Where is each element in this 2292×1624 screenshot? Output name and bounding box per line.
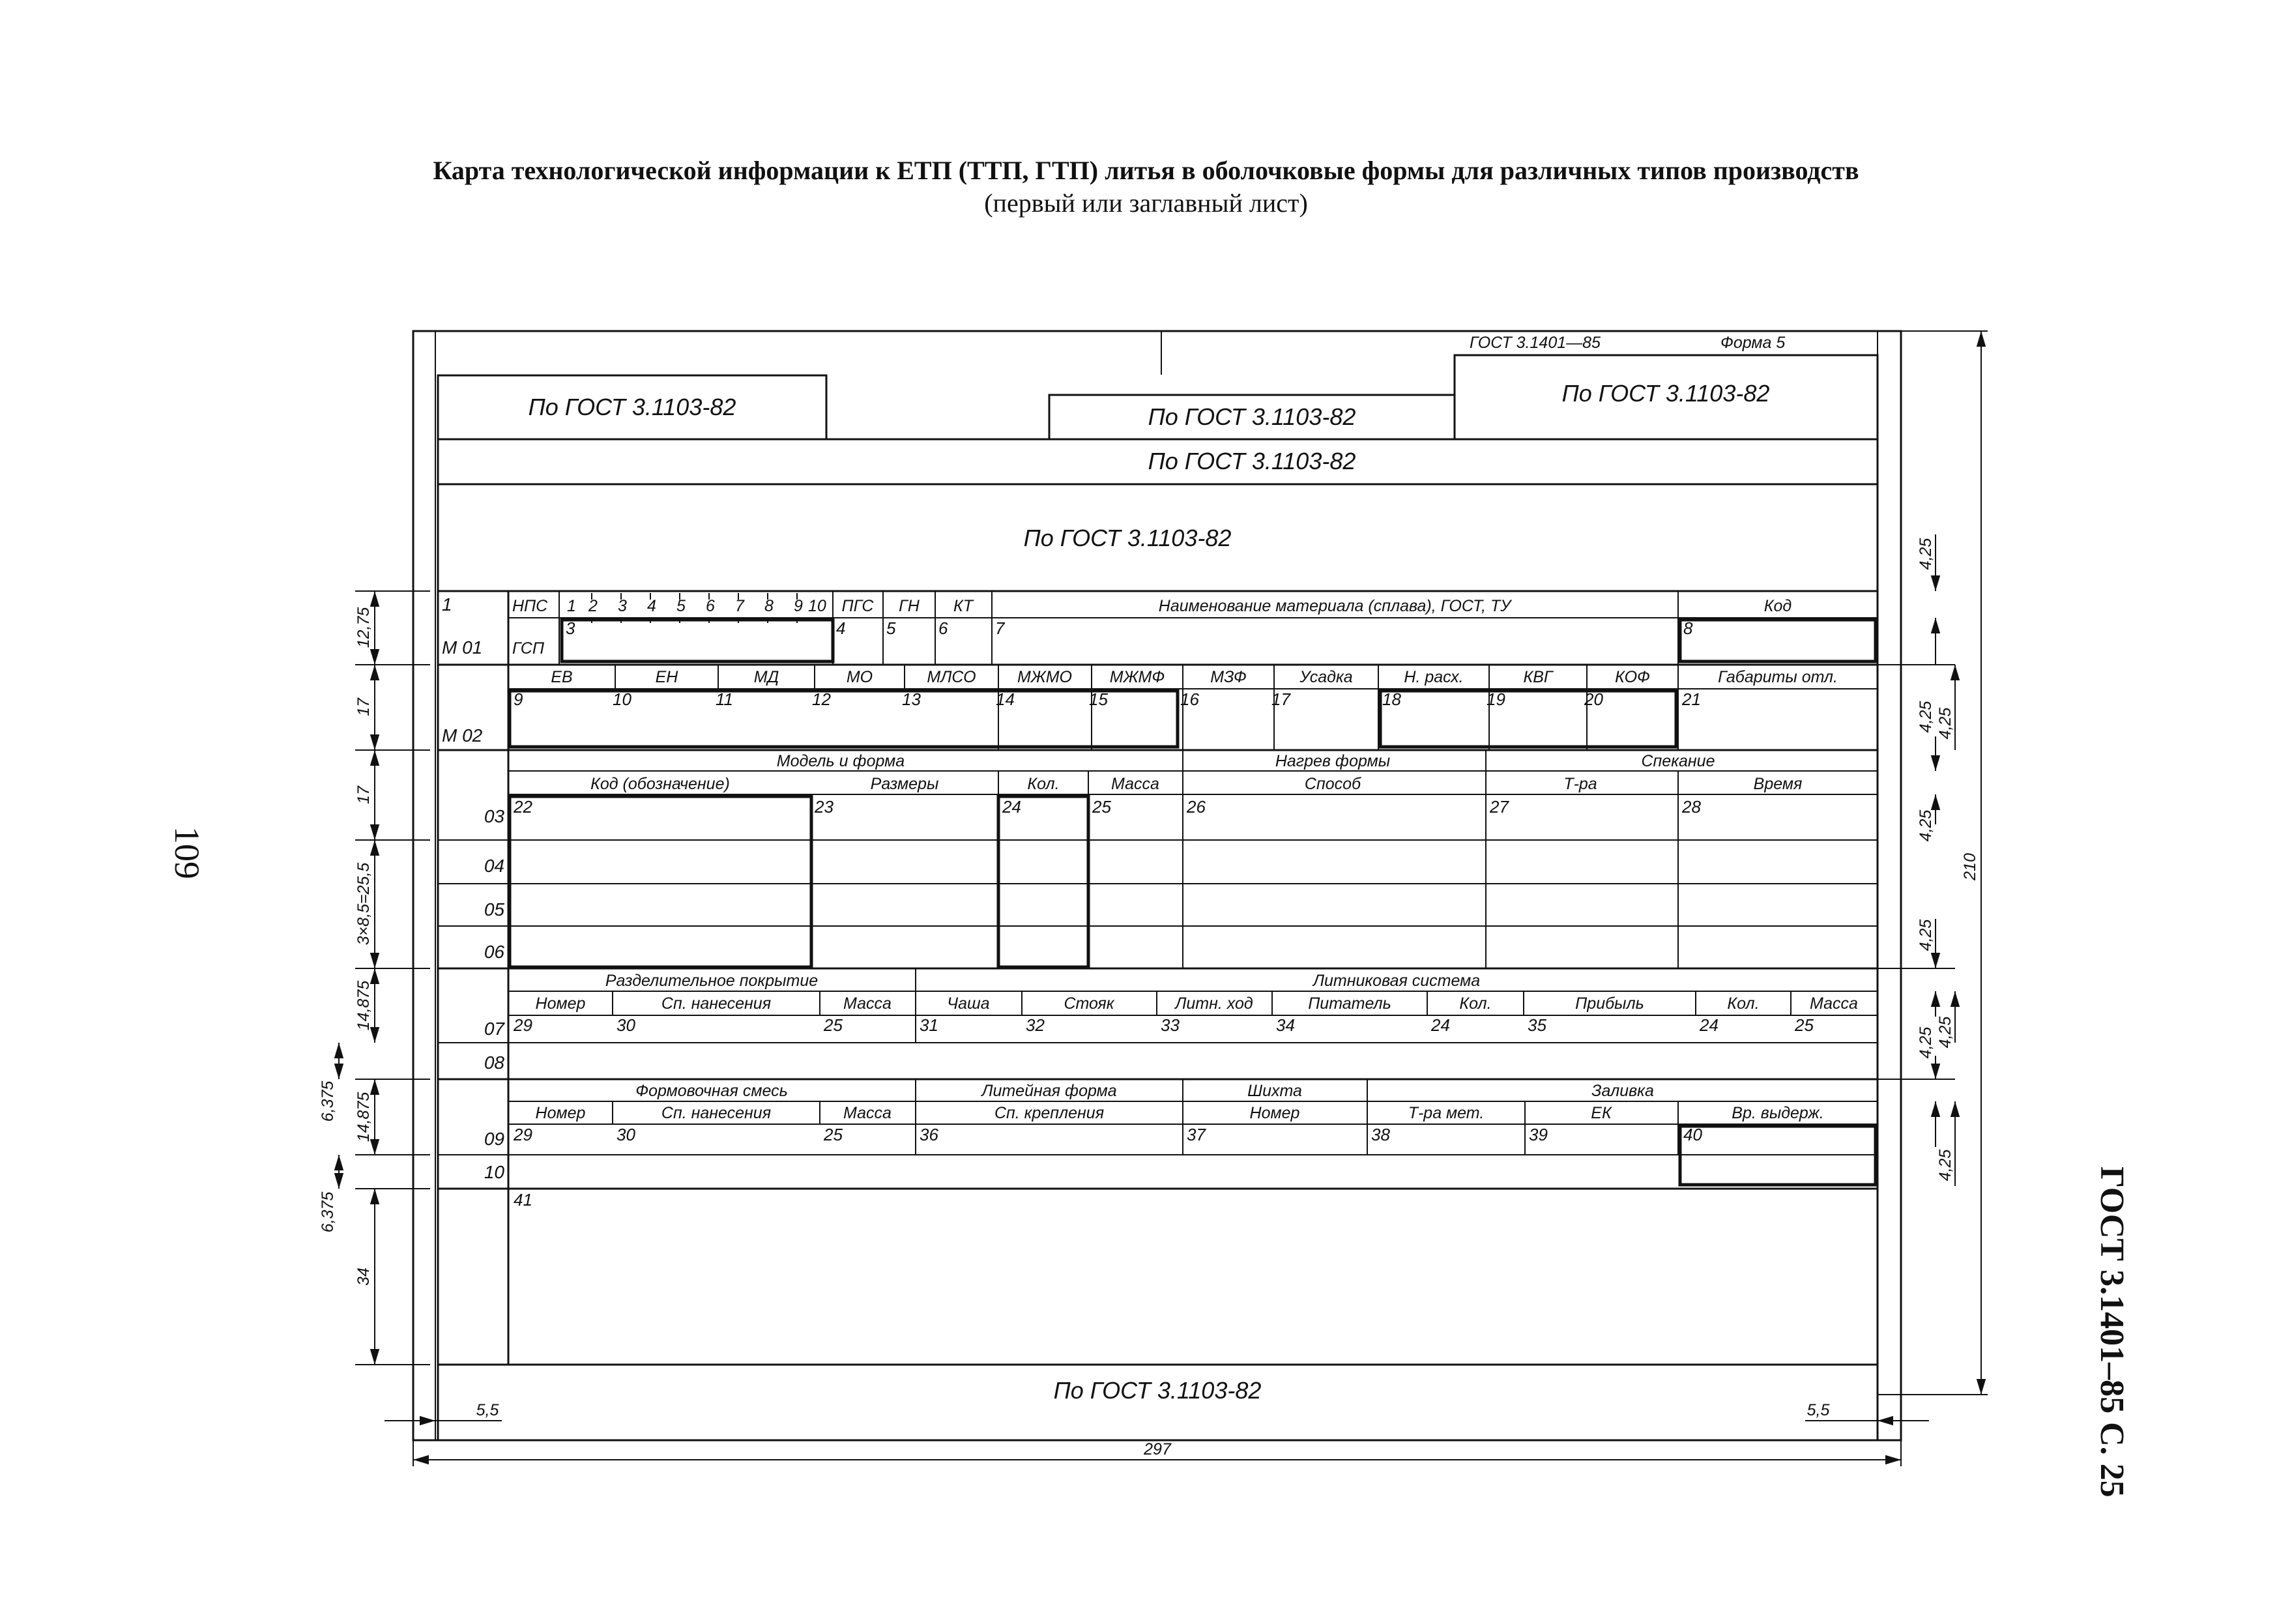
- block4-num-24: 24: [1431, 1015, 1450, 1035]
- m02-consumption: Н. расх.: [1404, 668, 1464, 686]
- block3-temp-header: Т-ра: [1563, 775, 1597, 793]
- block5-fixing-header: Сп. крепления: [994, 1104, 1105, 1122]
- m02-md: МД: [753, 668, 779, 686]
- m02-dimensions: Габариты отл.: [1718, 668, 1838, 686]
- m01-num-5: 5: [886, 618, 896, 638]
- standard-label: ГОСТ 3.1401—85: [1470, 334, 1601, 352]
- document-subtitle: (первый или заглавный лист): [984, 188, 1308, 218]
- m01-gsp: ГСП: [512, 639, 544, 658]
- m01-code-header: Код: [1763, 597, 1792, 615]
- block4-num-31: 31: [920, 1015, 938, 1035]
- row-label-1: 1: [442, 594, 452, 615]
- dim-6-375-a: 6,375: [319, 1080, 337, 1122]
- m01-digit-9: 9: [794, 597, 803, 615]
- block4-cup-header: Чаша: [947, 994, 990, 1013]
- m02-mo: МО: [846, 668, 873, 686]
- row-label-05: 05: [484, 899, 504, 920]
- block4-num-29: 29: [514, 1015, 532, 1035]
- m01-digit-1: 1: [567, 597, 576, 615]
- block5-mass-header: Масса: [843, 1104, 892, 1122]
- block5-num-39: 39: [1529, 1125, 1548, 1144]
- dim-5-5-right: 5,5: [1806, 1401, 1830, 1419]
- m01-num-6: 6: [938, 618, 948, 638]
- m01-num-4: 4: [836, 618, 846, 638]
- block4-qty-header: Кол.: [1459, 994, 1492, 1013]
- block4-sprue-header: Стояк: [1064, 994, 1114, 1013]
- block3-num-27: 27: [1490, 797, 1509, 817]
- block4-num-32: 32: [1026, 1015, 1045, 1035]
- m01-digit-4: 4: [647, 597, 656, 615]
- block3-num-28: 28: [1682, 797, 1701, 817]
- dim-6-375-b: 6,375: [319, 1191, 337, 1233]
- block4-num-33: 33: [1161, 1015, 1180, 1035]
- block4-num-24b: 24: [1700, 1015, 1719, 1035]
- row-label-06: 06: [484, 942, 504, 962]
- block3-qty-header: Кол.: [1027, 775, 1060, 793]
- block3-heating-header: Нагрев формы: [1275, 752, 1391, 770]
- form-number-label: Форма 5: [1720, 334, 1786, 352]
- block3-method-header: Способ: [1304, 775, 1361, 793]
- m02-num-14: 14: [996, 689, 1015, 709]
- side-page-header: ГОСТ 3.1401–85 С. 25: [2093, 1167, 2130, 1498]
- m02-num-16: 16: [1180, 689, 1199, 709]
- m02-mlso: МЛСО: [927, 668, 976, 686]
- m01-gn: ГН: [899, 597, 920, 615]
- field-41-label: 41: [514, 1190, 532, 1210]
- dim-4-25-g: 4,25: [1936, 1016, 1954, 1049]
- m02-num-10: 10: [613, 689, 631, 709]
- m01-digit-3: 3: [618, 597, 627, 615]
- m01-nps: НПС: [512, 597, 548, 615]
- block5-number2-header: Номер: [1249, 1104, 1300, 1122]
- block3-num-26: 26: [1187, 797, 1206, 817]
- row-label-04: 04: [484, 856, 504, 876]
- m02-num-21: 21: [1682, 689, 1701, 709]
- ref-main-area: По ГОСТ 3.1103-82: [1023, 525, 1232, 551]
- ref-footer: По ГОСТ 3.1103-82: [1053, 1377, 1262, 1404]
- block4-application-header: Сп. нанесения: [661, 994, 772, 1013]
- dim-297: 297: [1144, 1440, 1171, 1458]
- m01-material-header: Наименование материала (сплава), ГОСТ, ТУ: [1158, 597, 1511, 615]
- block4-num-25b: 25: [1795, 1015, 1814, 1035]
- m02-bold-field-1: [510, 691, 1178, 747]
- block4-coating-header: Разделительное покрытие: [605, 972, 819, 990]
- m02-mzhmf: МЖМФ: [1109, 668, 1165, 686]
- m02-shrinkage: Усадка: [1299, 668, 1353, 686]
- m02-bold-field-2: [1380, 691, 1676, 747]
- block4-num-25: 25: [824, 1015, 843, 1035]
- block3-num-24: 24: [1002, 797, 1021, 817]
- dim-17-a: 17: [355, 698, 373, 716]
- m02-mzhmo: МЖМО: [1017, 668, 1073, 686]
- dim-4-25-b: 4,25: [1917, 701, 1935, 733]
- m02-num-11: 11: [716, 689, 733, 709]
- m01-digit-10: 10: [808, 597, 826, 615]
- m01-pgs: ПГС: [841, 597, 874, 615]
- block5-mold-header: Литейная форма: [981, 1082, 1117, 1100]
- block4-mass2-header: Масса: [1810, 994, 1858, 1013]
- block4-num-34: 34: [1276, 1015, 1295, 1035]
- block3-code-header: Код (обозначение): [590, 775, 730, 793]
- row-label-m01: М 01: [442, 637, 483, 658]
- block5-num-29: 29: [514, 1125, 532, 1144]
- block4-number-header: Номер: [535, 994, 586, 1013]
- block5-num-25: 25: [824, 1125, 843, 1144]
- block5-ek-header: ЕК: [1591, 1104, 1612, 1122]
- block5-num-36: 36: [920, 1125, 938, 1144]
- m01-bold-field: [562, 620, 833, 661]
- document-title: Карта технологической информации к ЕТП (ТТП, ГТП) литья в оболочковые формы для различных типов производств: [433, 156, 1859, 185]
- block3-num-25: 25: [1092, 797, 1111, 817]
- m02-en: ЕН: [655, 668, 678, 686]
- block5-application-header: Сп. нанесения: [661, 1104, 772, 1122]
- row-label-m02: М 02: [442, 725, 483, 746]
- row-label-10: 10: [484, 1162, 504, 1182]
- page-number: 109: [167, 826, 207, 879]
- block3-time-header: Время: [1753, 775, 1803, 793]
- m02-num-19: 19: [1487, 689, 1505, 709]
- m02-mzf: МЗФ: [1210, 668, 1247, 686]
- m01-kt: КТ: [953, 597, 974, 615]
- dim-4-25-f: 4,25: [1917, 1026, 1935, 1059]
- block5-number-header: Номер: [535, 1104, 586, 1122]
- block5-pour-header: Заливка: [1591, 1082, 1654, 1100]
- dim-5-5-left: 5,5: [476, 1401, 499, 1419]
- m01-digit-5: 5: [676, 597, 686, 615]
- ref-block-left: По ГОСТ 3.1103-82: [528, 394, 736, 420]
- m02-num-17: 17: [1271, 689, 1290, 709]
- block4-qty2-header: Кол.: [1727, 994, 1760, 1013]
- m02-ev: ЕВ: [551, 668, 573, 686]
- dim-14-875-b: 14,875: [355, 1092, 373, 1142]
- block4-num-35: 35: [1528, 1015, 1546, 1035]
- m01-code-field: [1680, 620, 1876, 661]
- block5-num-37: 37: [1187, 1125, 1206, 1144]
- block3-qty-field: [998, 796, 1088, 967]
- m02-num-20: 20: [1584, 689, 1603, 709]
- ref-block-middle: По ГОСТ 3.1103-82: [1148, 403, 1356, 430]
- row-label-08: 08: [484, 1052, 504, 1073]
- block5-charge-header: Шихта: [1247, 1082, 1302, 1100]
- block5-num-40: 40: [1683, 1125, 1702, 1144]
- dim-4-25-a: 4,25: [1917, 538, 1935, 570]
- block4-num-30: 30: [617, 1015, 635, 1035]
- m01-digit-8: 8: [764, 597, 774, 615]
- block4-mass-header: Масса: [843, 994, 892, 1013]
- dim-4-25-c: 4,25: [1936, 707, 1954, 740]
- block5-hold-header: Вр. выдерж.: [1732, 1104, 1824, 1122]
- m01-digit-7: 7: [735, 597, 744, 615]
- m01-num-8: 8: [1683, 618, 1693, 638]
- block4-feeder-header: Питатель: [1308, 994, 1391, 1013]
- ref-block-right: По ГОСТ 3.1103-82: [1561, 380, 1770, 407]
- dim-4-25-d: 4,25: [1917, 809, 1935, 842]
- dim-4-25-h: 4,25: [1936, 1149, 1954, 1182]
- block3-num-23: 23: [815, 797, 834, 817]
- row-label-09: 09: [484, 1129, 504, 1149]
- dim-210: 210: [1961, 853, 1979, 880]
- dim-12-75: 12,75: [355, 607, 373, 648]
- dim-14-875-a: 14,875: [355, 980, 373, 1031]
- block4-runner-header: Литн. ход: [1175, 994, 1253, 1013]
- m02-num-15: 15: [1089, 689, 1108, 709]
- m02-num-12: 12: [812, 689, 831, 709]
- m02-kvg: КВГ: [1523, 668, 1553, 686]
- block3-num-22: 22: [514, 797, 532, 817]
- dim-17-b: 17: [355, 786, 373, 804]
- block5-num-38: 38: [1371, 1125, 1390, 1144]
- dim-4-25-e: 4,25: [1917, 919, 1935, 951]
- m01-digit-2: 2: [588, 597, 598, 615]
- block3-sizes-header: Размеры: [870, 775, 939, 793]
- dim-3x8-5: 3×8,5=25,5: [355, 862, 373, 946]
- m02-num-13: 13: [902, 689, 921, 709]
- block3-mass-header: Масса: [1111, 775, 1159, 793]
- m02-kof: КОФ: [1615, 668, 1650, 686]
- row-label-03: 03: [484, 806, 504, 826]
- m01-num-7: 7: [995, 618, 1005, 638]
- block3-model-header: Модель и форма: [776, 752, 905, 770]
- m01-num-3: 3: [566, 618, 575, 638]
- block3-code-field: [510, 796, 811, 967]
- ref-strip: По ГОСТ 3.1103-82: [1148, 448, 1356, 474]
- block4-riser-header: Прибыль: [1575, 994, 1644, 1013]
- m02-num-9: 9: [514, 689, 523, 709]
- row-label-07: 07: [484, 1019, 504, 1039]
- dim-34: 34: [355, 1268, 373, 1286]
- block3-sintering-header: Спекание: [1641, 752, 1715, 770]
- block5-metal-temp-header: Т-ра мет.: [1408, 1104, 1485, 1122]
- m02-num-18: 18: [1382, 689, 1401, 709]
- block5-num-30: 30: [617, 1125, 635, 1144]
- block5-mix-header: Формовочная смесь: [635, 1082, 788, 1100]
- m01-digit-6: 6: [706, 597, 715, 615]
- block4-gating-header: Литниковая система: [1313, 972, 1481, 990]
